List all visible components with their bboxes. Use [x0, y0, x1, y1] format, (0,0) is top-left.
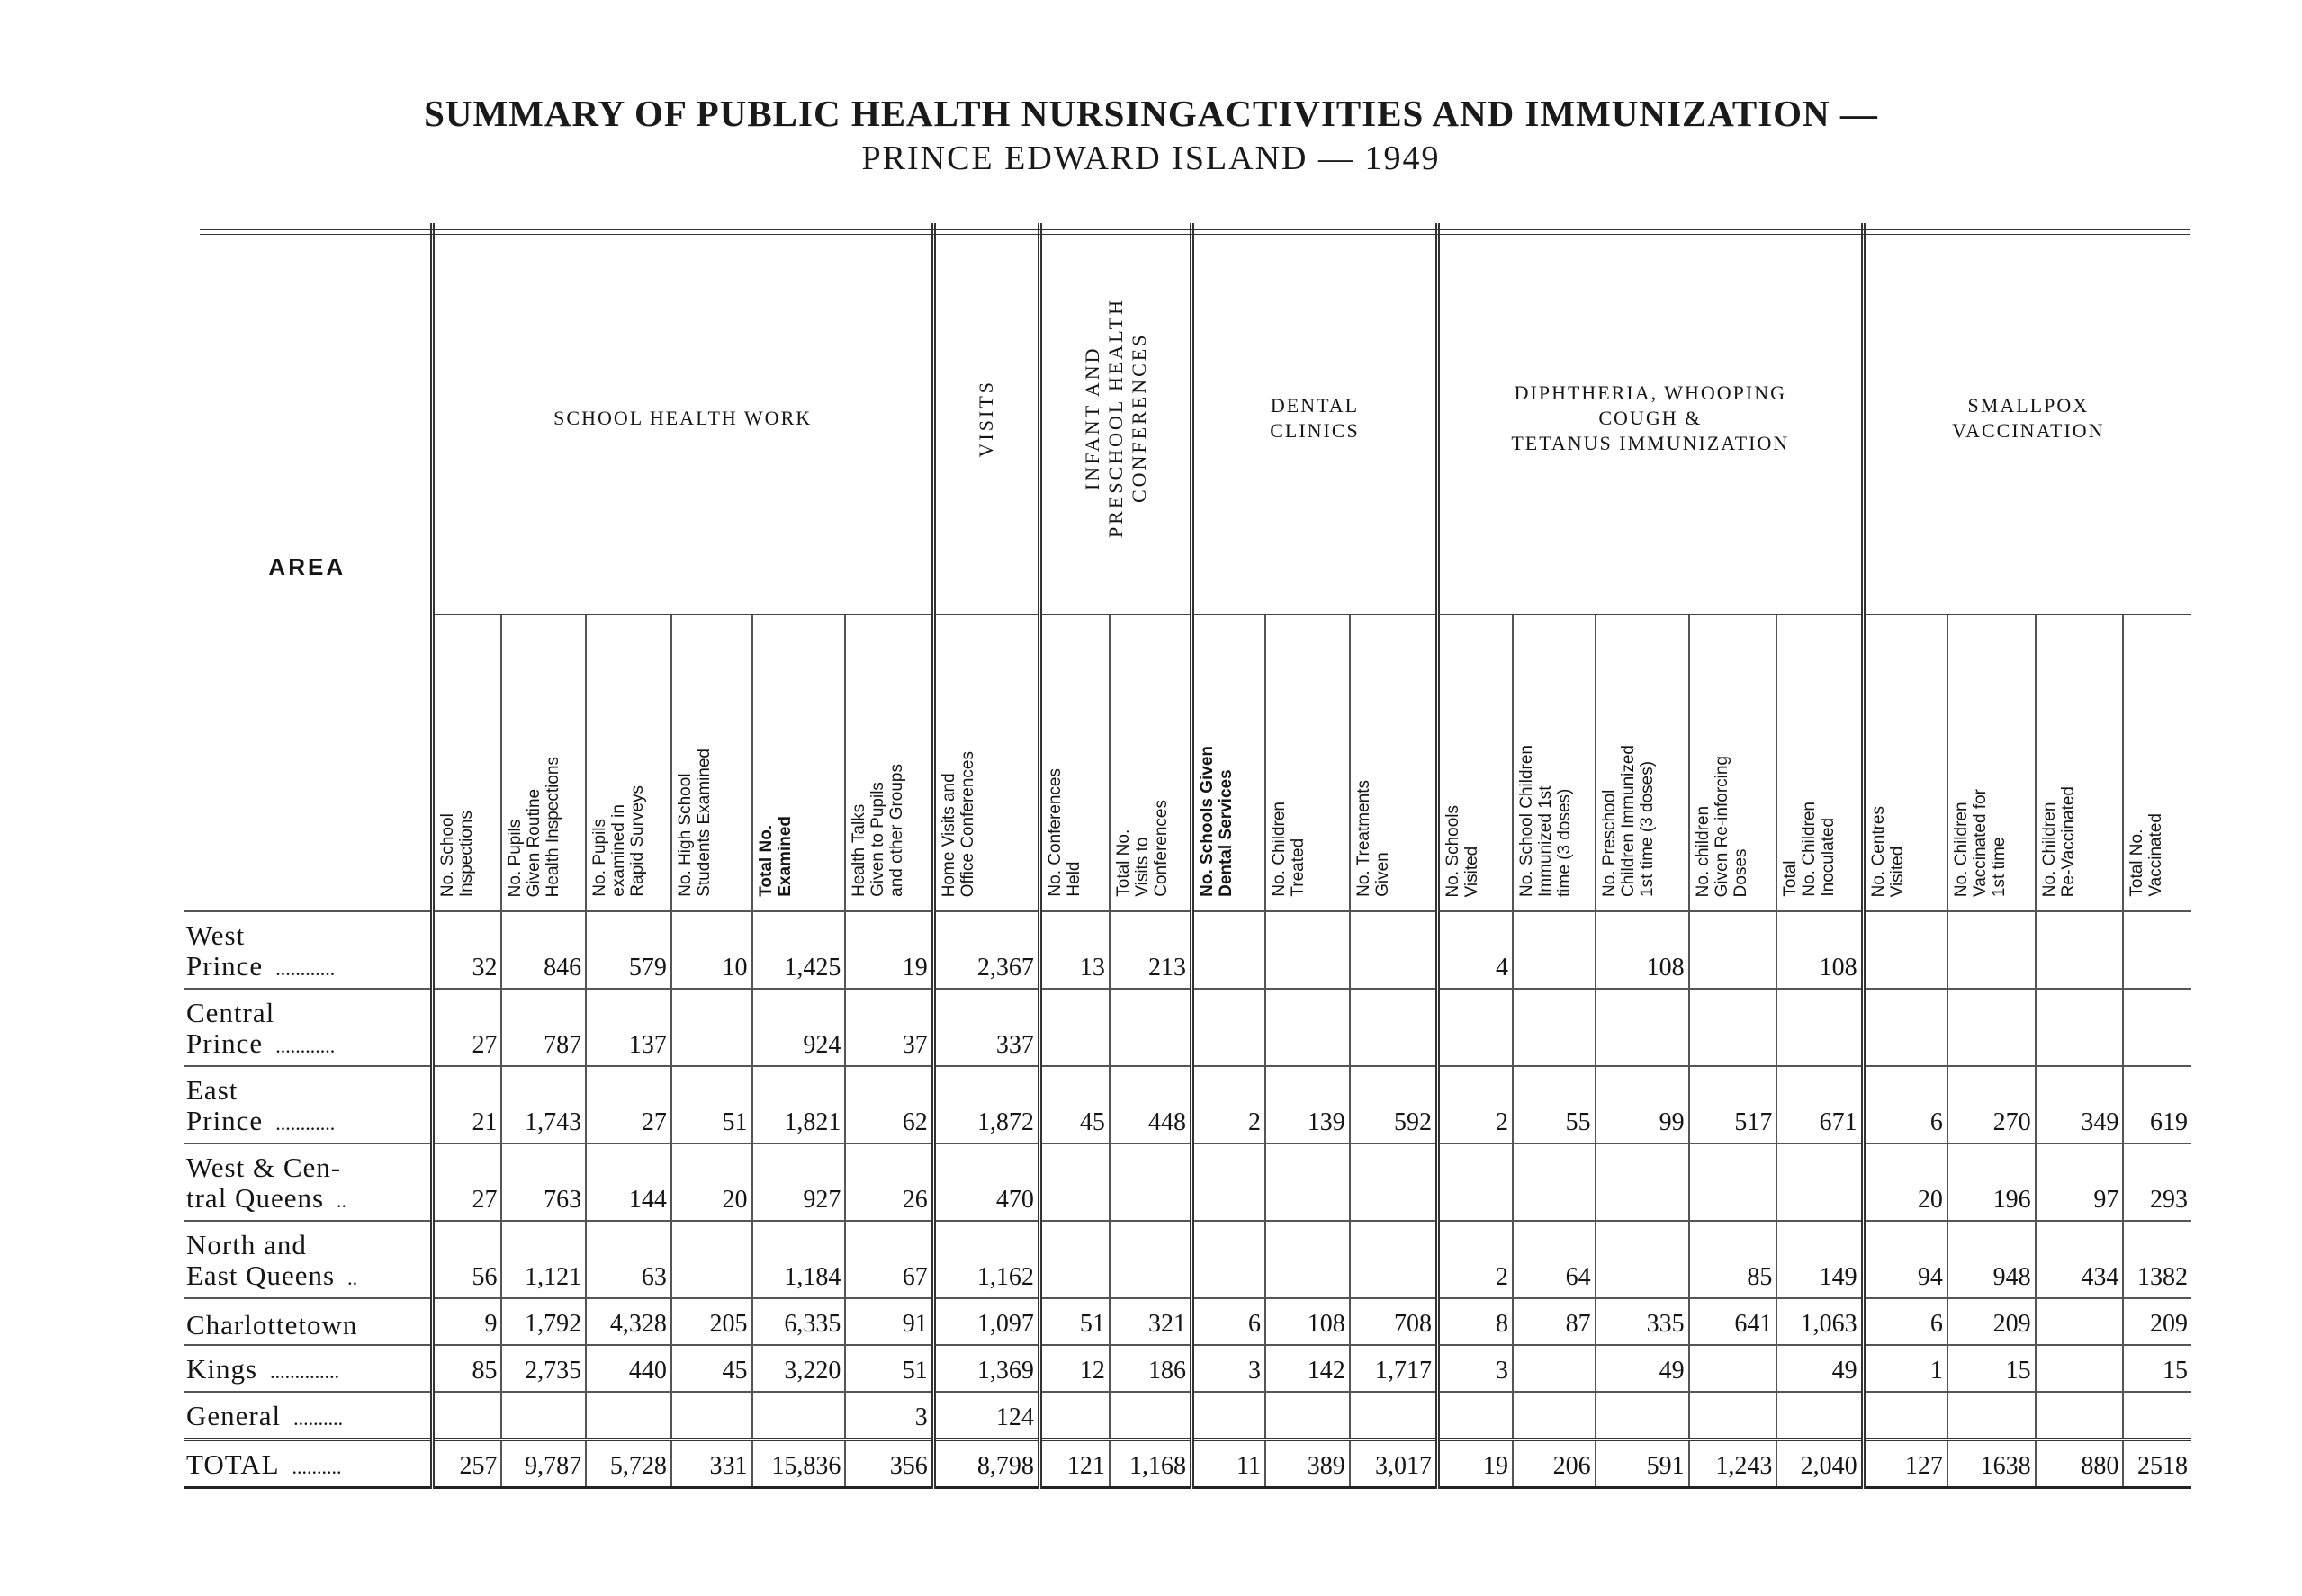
- table-cell: 927: [752, 1143, 846, 1221]
- table-cell: 45: [671, 1345, 752, 1392]
- table-cell: 1,121: [501, 1221, 586, 1298]
- column-header: [1437, 614, 1513, 911]
- group-infant-label: INFANT AND PRESCHOOL HEALTH CONFERENCES: [1080, 298, 1150, 539]
- table-cell: 787: [501, 989, 586, 1066]
- table-cell: 51: [1039, 1298, 1109, 1345]
- table-cell: 257: [432, 1439, 501, 1488]
- table-cell: 21: [432, 1066, 501, 1143]
- table-cell: 108: [1265, 1298, 1350, 1345]
- area-name: North and East Queens: [186, 1229, 336, 1291]
- table-cell: 3,017: [1350, 1439, 1438, 1488]
- table-cell: 1,097: [933, 1298, 1039, 1345]
- table-cell: 440: [586, 1345, 671, 1392]
- leader-dots: ............: [275, 1112, 336, 1134]
- table-row: [184, 1392, 2191, 1439]
- table-cell: 6,335: [752, 1298, 846, 1345]
- table-cell: [1596, 1392, 1689, 1439]
- table-cell: [1437, 1392, 1513, 1439]
- table-row: [184, 989, 2191, 1066]
- table-cell: 149: [1776, 1221, 1863, 1298]
- table-cell: [2036, 911, 2124, 989]
- column-header: [501, 614, 586, 911]
- table-cell: 2: [1437, 1221, 1513, 1298]
- table-cell: 85: [1689, 1221, 1777, 1298]
- document-subtitle: PRINCE EDWARD ISLAND — 1949: [861, 139, 1441, 177]
- column-header: [1863, 614, 1947, 911]
- table-cell: 321: [1110, 1298, 1192, 1345]
- table-cell: [1350, 911, 1438, 989]
- table-cell: 1,063: [1776, 1298, 1863, 1345]
- table-cell: 1382: [2123, 1221, 2191, 1298]
- table-cell: [1513, 1143, 1596, 1221]
- leader-dots: ..........: [293, 1407, 344, 1430]
- area-cell: [184, 1221, 432, 1298]
- table-cell: [1689, 1392, 1777, 1439]
- area-cell: [184, 1066, 432, 1143]
- table-cell: 127: [1863, 1439, 1947, 1488]
- table-cell: [1596, 989, 1689, 1066]
- table-cell: [1192, 989, 1265, 1066]
- table-cell: 11: [1192, 1439, 1265, 1488]
- column-header-label: No. School Children Immunized 1st time (3 doses): [1517, 745, 1574, 897]
- table-cell: [1437, 989, 1513, 1066]
- area-name: General: [186, 1400, 282, 1431]
- table-cell: 6: [1863, 1298, 1947, 1345]
- table-cell: 137: [586, 989, 671, 1066]
- table-cell: 2,367: [933, 911, 1039, 989]
- area-cell: [184, 1143, 432, 1221]
- table-cell: [1350, 989, 1438, 1066]
- table-cell: [2036, 1392, 2124, 1439]
- table-cell: 293: [2123, 1143, 2191, 1221]
- table-cell: [1596, 1143, 1689, 1221]
- column-header: [1513, 614, 1596, 911]
- table-cell: 924: [752, 989, 846, 1066]
- table-cell: 389: [1265, 1439, 1350, 1488]
- table-cell: 27: [432, 989, 501, 1066]
- column-header-label: No. children Given Re-inforcing Doses: [1693, 755, 1750, 897]
- table-cell: 6: [1863, 1066, 1947, 1143]
- table-cell: [1039, 989, 1109, 1066]
- table-cell: 91: [845, 1298, 933, 1345]
- table-cell: 1,821: [752, 1066, 846, 1143]
- table-cell: [1513, 989, 1596, 1066]
- table-cell: 1638: [1947, 1439, 2036, 1488]
- table-cell: 1: [1863, 1345, 1947, 1392]
- table-cell: 45: [1039, 1066, 1109, 1143]
- table-cell: 1,425: [752, 911, 846, 989]
- table-cell: 3,220: [752, 1345, 846, 1392]
- column-header-label: Health Talks Given to Pupils and other Groups: [850, 764, 907, 897]
- table-cell: [1689, 1143, 1777, 1221]
- table-cell: [1039, 1143, 1109, 1221]
- table-cell: 3: [845, 1392, 933, 1439]
- table-cell: 2,735: [501, 1345, 586, 1392]
- table-cell: 64: [1513, 1221, 1596, 1298]
- table-cell: 15,836: [752, 1439, 846, 1488]
- table-cell: 124: [933, 1392, 1039, 1439]
- table-cell: 142: [1265, 1345, 1350, 1392]
- table-cell: 335: [1596, 1298, 1689, 1345]
- table-cell: 12: [1039, 1345, 1109, 1392]
- table-cell: [1863, 911, 1947, 989]
- table-cell: [752, 1392, 846, 1439]
- column-header-label: Home Visits and Office Conferences: [939, 750, 977, 897]
- table-cell: 1,243: [1689, 1439, 1777, 1488]
- table-cell: 948: [1947, 1221, 2036, 1298]
- table-cell: 2,040: [1776, 1439, 1863, 1488]
- table-cell: [1863, 1392, 1947, 1439]
- table-cell: 20: [671, 1143, 752, 1221]
- area-cell: [184, 1439, 432, 1488]
- table-cell: 15: [1947, 1345, 2036, 1392]
- table-cell: 1,168: [1110, 1439, 1192, 1488]
- table-cell: [1039, 1221, 1109, 1298]
- table-cell: 55: [1513, 1066, 1596, 1143]
- table-cell: 37: [845, 989, 933, 1066]
- column-header: [1265, 614, 1350, 911]
- column-header: [2036, 614, 2124, 911]
- table-cell: 213: [1110, 911, 1192, 989]
- table-cell: 880: [2036, 1439, 2124, 1488]
- table-cell: [2123, 1392, 2191, 1439]
- table-cell: [432, 1392, 501, 1439]
- table-cell: 2518: [2123, 1439, 2191, 1488]
- table-cell: 1,872: [933, 1066, 1039, 1143]
- table-cell: [1863, 989, 1947, 1066]
- area-cell: [184, 1392, 432, 1439]
- table-cell: [1110, 989, 1192, 1066]
- table-cell: [1776, 1392, 1863, 1439]
- table-cell: [1192, 1143, 1265, 1221]
- table-cell: 108: [1776, 911, 1863, 989]
- table-cell: [501, 1392, 586, 1439]
- leader-dots: ............: [275, 1035, 336, 1057]
- table-cell: 1,792: [501, 1298, 586, 1345]
- table-cell: 27: [586, 1066, 671, 1143]
- column-header-label: No. High School Students Examined: [675, 749, 714, 897]
- leader-dots: ..........: [292, 1456, 342, 1478]
- area-cell: [184, 1345, 432, 1392]
- table-cell: [1689, 989, 1777, 1066]
- table-cell: 49: [1596, 1345, 1689, 1392]
- column-header: [752, 614, 846, 911]
- table-row: [184, 1345, 2191, 1392]
- table-cell: 121: [1039, 1439, 1109, 1488]
- table-cell: 51: [845, 1345, 933, 1392]
- group-dental-clinics: DENTAL CLINICS: [1192, 223, 1438, 614]
- table-cell: [2036, 1298, 2124, 1345]
- table-cell: 591: [1596, 1439, 1689, 1488]
- table-cell: 331: [671, 1439, 752, 1488]
- table-cell: [1947, 1392, 2036, 1439]
- table-cell: [1192, 1392, 1265, 1439]
- column-header-label: Total No. Vaccinated: [2127, 813, 2166, 897]
- group-infant-preschool: [1039, 223, 1191, 614]
- table-cell: 206: [1513, 1439, 1596, 1488]
- table-cell: 56: [432, 1221, 501, 1298]
- table-cell: [1192, 911, 1265, 989]
- table-cell: 26: [845, 1143, 933, 1221]
- table-cell: 619: [2123, 1066, 2191, 1143]
- table-cell: 3: [1192, 1345, 1265, 1392]
- column-header-label: Total No. Examined: [756, 816, 795, 897]
- column-header: [1110, 614, 1192, 911]
- column-header-label: No. Conferences Held: [1045, 768, 1084, 897]
- table-cell: 196: [1947, 1143, 2036, 1221]
- table-cell: [1039, 1392, 1109, 1439]
- table-cell: 27: [432, 1143, 501, 1221]
- table-cell: 1,369: [933, 1345, 1039, 1392]
- table-cell: [1513, 1392, 1596, 1439]
- table-cell: [1513, 1345, 1596, 1392]
- table-cell: 3: [1437, 1345, 1513, 1392]
- table-cell: 6: [1192, 1298, 1265, 1345]
- column-header: [2123, 614, 2191, 911]
- group-school-health-work: SCHOOL HEALTH WORK: [432, 223, 933, 614]
- leader-dots: ..............: [270, 1360, 340, 1383]
- leader-dots: ............: [275, 957, 336, 980]
- table-cell: 94: [1863, 1221, 1947, 1298]
- table-cell: 49: [1776, 1345, 1863, 1392]
- leader-dots: ..: [347, 1267, 358, 1289]
- table-cell: 846: [501, 911, 586, 989]
- table-cell: [1776, 1143, 1863, 1221]
- table-cell: [2036, 989, 2124, 1066]
- table-cell: [671, 989, 752, 1066]
- column-header-label: No. Children Treated: [1269, 802, 1308, 897]
- column-header-label: No. Schools Given Dental Services: [1198, 746, 1236, 897]
- table-cell: [2123, 911, 2191, 989]
- column-header-label: No. Pupils Given Routine Health Inspections: [506, 756, 563, 897]
- column-header: [1596, 614, 1689, 911]
- table-cell: [1110, 1392, 1192, 1439]
- table-cell: 32: [432, 911, 501, 989]
- table-cell: 97: [2036, 1143, 2124, 1221]
- document-title: SUMMARY OF PUBLIC HEALTH NURSINGACTIVITIES AND IMMUNIZATION —: [424, 93, 1878, 134]
- table-cell: 99: [1596, 1066, 1689, 1143]
- total-row: [184, 1439, 2191, 1488]
- table-cell: 51: [671, 1066, 752, 1143]
- table-cell: 10: [671, 911, 752, 989]
- table-row: [184, 1298, 2191, 1345]
- table-cell: [1265, 989, 1350, 1066]
- table-cell: 139: [1265, 1066, 1350, 1143]
- area-name: Central Prince: [186, 997, 275, 1059]
- table-cell: 144: [586, 1143, 671, 1221]
- table-cell: [1265, 1143, 1350, 1221]
- group-smallpox-vaccination: SMALLPOX VACCINATION: [1863, 223, 2191, 614]
- table-cell: 1,717: [1350, 1345, 1438, 1392]
- table-cell: 671: [1776, 1066, 1863, 1143]
- table-cell: 8: [1437, 1298, 1513, 1345]
- table-cell: [1513, 911, 1596, 989]
- table-cell: [1947, 911, 2036, 989]
- column-header-label: Total No. Visits to Conferences: [1113, 800, 1171, 897]
- column-header-label: No. Pupils examined in Rapid Surveys: [590, 785, 648, 897]
- summary-table: [184, 223, 2191, 1489]
- table-cell: 5,728: [586, 1439, 671, 1488]
- table-cell: 708: [1350, 1298, 1438, 1345]
- table-cell: 209: [2123, 1298, 2191, 1345]
- table-cell: 205: [671, 1298, 752, 1345]
- area-header: AREA: [184, 223, 432, 911]
- area-name: West & Cen- tral Queens: [186, 1152, 342, 1214]
- table-cell: 186: [1110, 1345, 1192, 1392]
- column-header: [1350, 614, 1438, 911]
- table-cell: 448: [1110, 1066, 1192, 1143]
- table-cell: 1,743: [501, 1066, 586, 1143]
- table-cell: 4: [1437, 911, 1513, 989]
- table-cell: 13: [1039, 911, 1109, 989]
- table-cell: 579: [586, 911, 671, 989]
- table-cell: [1350, 1221, 1438, 1298]
- table-cell: 19: [1437, 1439, 1513, 1488]
- table-cell: [1437, 1143, 1513, 1221]
- column-header: [586, 614, 671, 911]
- table-cell: 63: [586, 1221, 671, 1298]
- column-header: [1039, 614, 1109, 911]
- table-cell: [586, 1392, 671, 1439]
- column-header: [1776, 614, 1863, 911]
- table-cell: 1,184: [752, 1221, 846, 1298]
- table-cell: 8,798: [933, 1439, 1039, 1488]
- table-cell: 1,162: [933, 1221, 1039, 1298]
- table-cell: 19: [845, 911, 933, 989]
- table-cell: 209: [1947, 1298, 2036, 1345]
- table-cell: 349: [2036, 1066, 2124, 1143]
- table-cell: [1265, 911, 1350, 989]
- table-cell: [1689, 1345, 1777, 1392]
- table-cell: 9,787: [501, 1439, 586, 1488]
- table-row: [184, 1143, 2191, 1221]
- group-visits: [933, 223, 1039, 614]
- table-cell: 108: [1596, 911, 1689, 989]
- group-visits-label: VISITS: [975, 379, 998, 458]
- table-cell: 337: [933, 989, 1039, 1066]
- table-cell: [2036, 1345, 2124, 1392]
- table-cell: 15: [2123, 1345, 2191, 1392]
- column-header: [933, 614, 1039, 911]
- table-cell: 641: [1689, 1298, 1777, 1345]
- table-cell: 270: [1947, 1066, 2036, 1143]
- table-cell: 2: [1192, 1066, 1265, 1143]
- area-cell: [184, 1298, 432, 1345]
- area-name: Kings: [186, 1353, 258, 1385]
- table-cell: 434: [2036, 1221, 2124, 1298]
- table-cell: [1192, 1221, 1265, 1298]
- table-cell: [1689, 911, 1777, 989]
- column-header-label: No. School Inspections: [437, 810, 476, 897]
- table-cell: [1776, 989, 1863, 1066]
- group-diphtheria-immunization: DIPHTHERIA, WHOOPING COUGH & TETANUS IMMUNIZATION: [1437, 223, 1863, 614]
- leader-dots: ..: [337, 1189, 347, 1212]
- table-cell: 517: [1689, 1066, 1777, 1143]
- table-row: [184, 911, 2191, 989]
- table-cell: [1947, 989, 2036, 1066]
- column-header: [845, 614, 933, 911]
- table-cell: [671, 1221, 752, 1298]
- area-name: TOTAL: [186, 1448, 280, 1480]
- area-cell: [184, 911, 432, 989]
- column-header: [432, 614, 501, 911]
- table-cell: 470: [933, 1143, 1039, 1221]
- table-cell: 592: [1350, 1066, 1438, 1143]
- table-cell: 20: [1863, 1143, 1947, 1221]
- table-cell: [1110, 1221, 1192, 1298]
- column-header: [1689, 614, 1777, 911]
- table-cell: [1350, 1392, 1438, 1439]
- table-row: [184, 1221, 2191, 1298]
- column-header-label: No. Preschool Children Immunized 1st time (3 doses): [1599, 745, 1657, 897]
- column-header-label: No. Children Vaccinated for 1st time: [1951, 788, 2009, 897]
- column-header-label: No. Treatments Given: [1353, 780, 1392, 897]
- table-cell: 87: [1513, 1298, 1596, 1345]
- table-cell: [1596, 1221, 1689, 1298]
- column-header-label: No. Children Re-Vaccinated: [2039, 785, 2078, 897]
- table-cell: 62: [845, 1066, 933, 1143]
- table-row: [184, 1066, 2191, 1143]
- table-cell: 85: [432, 1345, 501, 1392]
- column-header: [671, 614, 752, 911]
- table-cell: [1350, 1143, 1438, 1221]
- table-cell: 67: [845, 1221, 933, 1298]
- area-name: East Prince: [186, 1074, 264, 1136]
- area-name: West Prince: [186, 919, 264, 982]
- table-cell: 2: [1437, 1066, 1513, 1143]
- table-cell: [671, 1392, 752, 1439]
- area-cell: [184, 989, 432, 1066]
- table-cell: [1265, 1221, 1350, 1298]
- table-cell: 356: [845, 1439, 933, 1488]
- column-header: [1192, 614, 1265, 911]
- column-header-label: Total No. Children Inoculated: [1781, 802, 1839, 897]
- column-header: [1947, 614, 2036, 911]
- table-cell: 4,328: [586, 1298, 671, 1345]
- table-cell: 9: [432, 1298, 501, 1345]
- area-name: Charlottetown: [186, 1309, 358, 1340]
- table-cell: [1265, 1392, 1350, 1439]
- table-cell: [1110, 1143, 1192, 1221]
- table-cell: [2123, 989, 2191, 1066]
- column-header-label: No. Centres Visited: [1868, 805, 1907, 897]
- column-header-label: No. Schools Visited: [1443, 804, 1481, 897]
- table-cell: 763: [501, 1143, 586, 1221]
